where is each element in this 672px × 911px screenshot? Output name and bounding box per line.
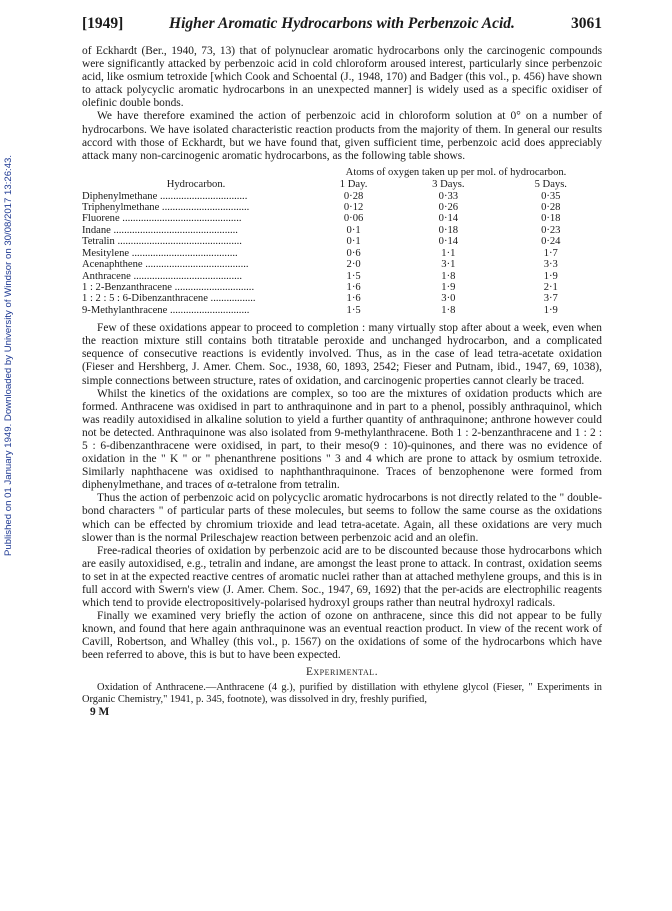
value-cell: 1·9	[441, 281, 456, 293]
value-cell: 0·33	[438, 190, 459, 202]
hydrocarbon-cell: Fluorene .............................................	[82, 213, 242, 225]
value-cell: 0·06	[343, 213, 364, 225]
article-body	[82, 45, 602, 719]
value-cell: 1·8	[441, 304, 456, 316]
signature-mark: 9 M	[90, 705, 110, 718]
value-cell: 0·18	[438, 224, 459, 236]
value-cell: 0·26	[438, 202, 459, 214]
value-cell: 0·28	[541, 202, 561, 214]
value-cell: 1·9	[543, 304, 558, 316]
value-cell: 3·3	[543, 259, 558, 271]
hydrocarbon-cell: Mesitylene ........................................	[82, 247, 238, 259]
value-cell: 1·6	[346, 281, 361, 293]
table-header: 1 Day.	[339, 179, 368, 191]
table-row	[82, 293, 602, 304]
value-cell: 0·23	[541, 224, 561, 236]
value-cell: 0·14	[438, 213, 459, 225]
table-row	[82, 213, 602, 224]
value-cell: 1·5	[346, 270, 361, 282]
value-cell: 1·1	[441, 247, 456, 259]
table-header: 3 Days.	[432, 179, 465, 191]
value-cell: 2·0	[346, 259, 361, 271]
header-year: [1949]	[82, 15, 124, 32]
hydrocarbon-cell: 9-Methylanthracene ..............................	[82, 304, 250, 316]
value-cell: 1·6	[346, 293, 361, 305]
table-row	[82, 271, 602, 282]
table-row	[82, 248, 602, 259]
hydrocarbon-cell: Diphenylmethane .................................	[82, 190, 248, 202]
value-cell: 0·18	[541, 213, 561, 225]
table-row	[82, 305, 602, 316]
header-title: Higher Aromatic Hydrocarbons with Perbenzoic Acid.	[169, 15, 515, 32]
section-heading: Experimental.	[305, 665, 379, 678]
hydrocarbon-cell: Acenaphthene .......................................	[82, 259, 249, 271]
value-cell: 3·0	[441, 293, 456, 305]
download-watermark	[2, 120, 16, 590]
value-cell: 3·1	[441, 259, 456, 271]
hydrocarbon-cell: Tetralin ...............................................	[82, 236, 242, 248]
value-cell: 1·7	[543, 247, 558, 259]
hydrocarbon-cell: Anthracene .........................................	[82, 270, 243, 282]
page-number: 3061	[571, 15, 602, 32]
value-cell: 0·35	[541, 190, 561, 202]
value-cell: 0·1	[346, 224, 361, 236]
hydrocarbon-cell: 1 : 2 : 5 : 6-Dibenzanthracene .................	[82, 293, 256, 305]
value-cell: 3·7	[543, 293, 558, 305]
table-title: Atoms of oxygen taken up per mol. of hydrocarbon.	[345, 166, 567, 178]
value-cell: 0·6	[346, 247, 361, 259]
paragraph: Thus the action of perbenzoic acid on polycyclic aromatic hydrocarbons is not directly related to the " double-bond characters " of particular parts of these molecules, but seems to follow the same course as the oxidations which can be effected by chromium trioxide and lead tetra-acetate. Again, all these oxidations are very much slower than is the normal Prileschajew reaction between perbenzoic acid and an olefin.	[82, 492, 602, 544]
value-cell: 0·14	[438, 236, 459, 248]
experimental-paragraph: Oxidation of Anthracene.—Anthracene (4 g.), purified by distillation with ethylene glycol (Fieser, " Experiments in Organic Chemistry," 1941, p. 345, footnote), was dissolved in dry, freshly purified,	[82, 681, 602, 705]
value-cell: 1·5	[346, 304, 361, 316]
paragraph: We have therefore examined the action of perbenzoic acid in chloroform solution at 0° on a number of hydrocarbons. We have isolated characteristic reaction products from the majority of them. In general our results accord with those of Eckhardt, but we have found that, given sufficient time, perbenzoic acid does appreciably attack many non-carcinogenic aromatic hydrocarbons, as the following table shows.	[82, 110, 602, 162]
hydrocarbon-cell: 1 : 2-Benzanthracene ..............................	[82, 281, 255, 293]
table-row	[82, 225, 602, 236]
value-cell: 0·24	[541, 236, 561, 248]
table-row	[82, 259, 602, 270]
paragraph: of Eckhardt (Ber., 1940, 73, 13) that of polynuclear aromatic hydrocarbons only the carcinogenic compounds were significantly attacked by perbenzoic acid in cold chloroform aroused interest, particularly since perbenzoic acid, like osmium tetroxide [which Cook and Schoental (J., 1948, 170) and Badger (this vol., p. 456) have shown to attack polycyclic aromatic hydrocarbons in an unexpected manner] is widely used as a specific oxidiser of olefinic double bonds.	[82, 45, 602, 110]
paragraph: Finally we examined very briefly the action of ozone on anthracene, since this did not appear to be fully known, and found that here again anthraquinone was an eventual reaction product. In view of the recent work of Cavill, Robertson, and Whalley (this vol., p. 1567) on the oxidations of some of the hydrocarbons which have been referred to above, this is but to have been expected.	[82, 610, 602, 662]
table-row	[82, 191, 602, 202]
paragraph: Few of these oxidations appear to proceed to completion : many virtually stop after about a week, even when the reaction mixture still contains both titratable peroxide and unchanged hydrocarbon, and a complicated sequence of consecutive reactions is evidently involved. Thus, as in the case of lead tetra-acetate oxidation (Fieser and Hershberg, J. Amer. Chem. Soc., 1938, 60, 1893, 2542; Fieser and Putnam, ibid., 1947, 69, 1038), simple connections between structure, rates of oxidation, and carcinogenic properties cannot clearly be traced.	[82, 322, 602, 387]
paragraph: Free-radical theories of oxidation by perbenzoic acid are to be discounted because those hydrocarbons which are easily autoxidised, e.g., tetralin and indane, are amongst the least prone to attack. In contrast, oxidation seems to set in at the expected reactive centres of aromatic nuclei rather than at attached methylene groups, and this is in full accord with Swern's view (J. Amer. Chem. Soc., 1947, 69, 1692) that the per-acids are electrophilic reagents which tend to provide electropositively-polarised hydroxyl groups rather than neutral hydroxyl radicals.	[82, 544, 602, 610]
table-row	[82, 282, 602, 293]
table-header-row	[82, 179, 602, 190]
oxygen-uptake-table	[82, 167, 602, 316]
value-cell: 0·12	[343, 202, 364, 214]
hydrocarbon-cell: Indane ...............................................	[82, 224, 238, 236]
table-row	[82, 202, 602, 213]
value-cell: 1·9	[543, 270, 558, 282]
value-cell: 2·1	[543, 281, 558, 293]
value-cell: 0·1	[346, 236, 361, 248]
paragraph: Whilst the kinetics of the oxidations are complex, so too are the mixtures of oxidation products which are formed. Anthracene was oxidised in part to anthraquinone and in part to a phenol, possibly anthraquinol, which was readily autoxidised in alkaline solution to yield a further quantity of anthraquinone; anthrone however could not be detected. Anthraquinone was also isolated from 9-methylanthracene. Both 1 : 2-benzanthracene and 1 : 2 : 5 : 6-dibenzanthracene were oxidised, in part, to their meso(9 : 10)-quinones, and there was no evidence of oxidation in the " K " or " phenanthrene positions " 3 and 4 which are prone to attack by osmium tetroxide. Similarly naphthacene was oxidised to naphthanthraquinone. Traces of benzophenone were formed from diphenylmethane, and traces of α-tetralone from tetralin.	[82, 387, 602, 492]
hydrocarbon-cell: Triphenylmethane .................................	[82, 202, 250, 214]
value-cell: 0·28	[343, 190, 364, 202]
table-row	[82, 236, 602, 247]
running-header	[82, 15, 602, 37]
table-header: 5 Days.	[534, 179, 567, 191]
download-watermark-text: Published on 01 January 1949. Downloaded by University of Windsor on 30/08/2017 13:26:43.	[3, 154, 15, 556]
value-cell: 1·8	[441, 270, 456, 282]
table-header: Hydrocarbon.	[166, 179, 226, 191]
